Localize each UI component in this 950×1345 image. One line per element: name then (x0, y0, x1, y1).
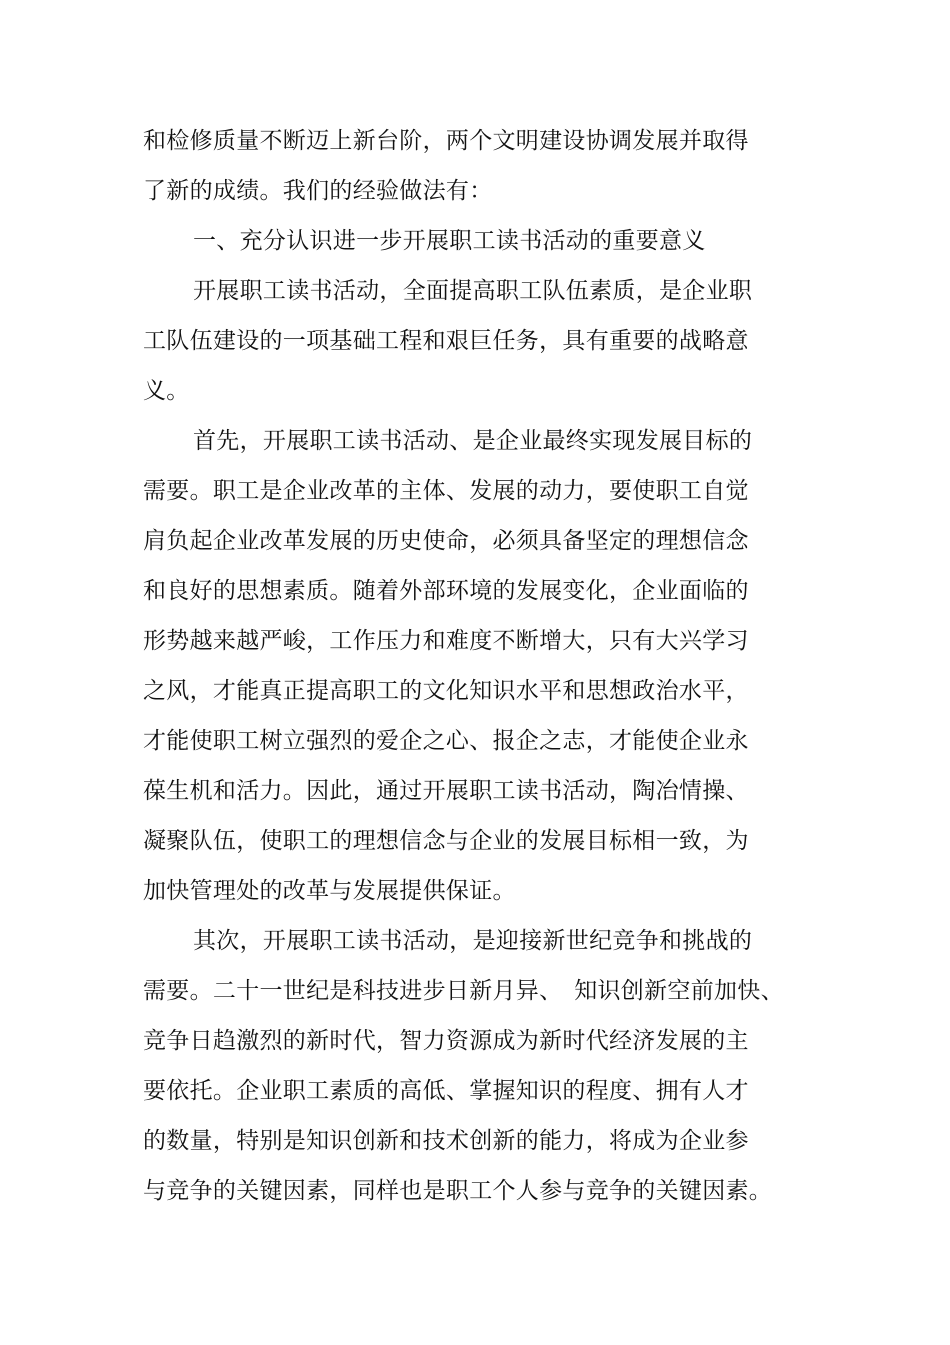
text-line: 的数量，特别是知识创新和技术创新的能力，将成为企业参 (143, 1128, 749, 1154)
text-line: 需要。职工是企业改革的主体、发展的动力，要使职工自觉 (143, 478, 749, 504)
text-line: 之风，才能真正提高职工的文化知识水平和思想政治水平， (143, 678, 749, 704)
text-line: 和检修质量不断迈上新台阶，两个文明建设协调发展并取得 (143, 128, 749, 154)
text-line: 了新的成绩。我们的经验做法有： (143, 178, 493, 204)
text-line: 工队伍建设的一项基础工程和艰巨任务，具有重要的战略意 (143, 328, 749, 354)
text-line: 肩负起企业改革发展的历史使命，必须具备坚定的理想信念 (143, 528, 749, 554)
text-line: 义。 (143, 378, 190, 404)
text-line: 要依托。企业职工素质的高低、掌握知识的程度、拥有人才 (143, 1078, 749, 1104)
text-line: 才能使职工树立强烈的爱企之心、报企之志，才能使企业永 (143, 728, 749, 754)
text-line: 需要。二十一世纪是科技进步日新月异、 知识创新空前加快、 (143, 978, 784, 1004)
section-heading: 一、充分认识进一步开展职工读书活动的重要意义 (193, 228, 706, 254)
text-line: 加快管理处的改革与发展提供保证。 (143, 878, 516, 904)
text-line: 与竞争的关键因素，同样也是职工个人参与竞争的关键因素。 (143, 1178, 773, 1204)
text-line: 开展职工读书活动，全面提高职工队伍素质，是企业职 (193, 278, 753, 304)
text-line: 竞争日趋激烈的新时代，智力资源成为新时代经济发展的主 (143, 1028, 749, 1054)
text-line: 首先，开展职工读书活动、是企业最终实现发展目标的 (193, 428, 753, 454)
text-line: 和良好的思想素质。随着外部环境的发展变化，企业面临的 (143, 578, 749, 604)
text-line: 凝聚队伍，使职工的理想信念与企业的发展目标相一致，为 (143, 828, 749, 854)
text-line: 葆生机和活力。因此，通过开展职工读书活动，陶冶情操、 (143, 778, 749, 804)
text-line: 形势越来越严峻，工作压力和难度不断增大，只有大兴学习 (143, 628, 749, 654)
text-line: 其次，开展职工读书活动，是迎接新世纪竞争和挑战的 (193, 928, 753, 954)
